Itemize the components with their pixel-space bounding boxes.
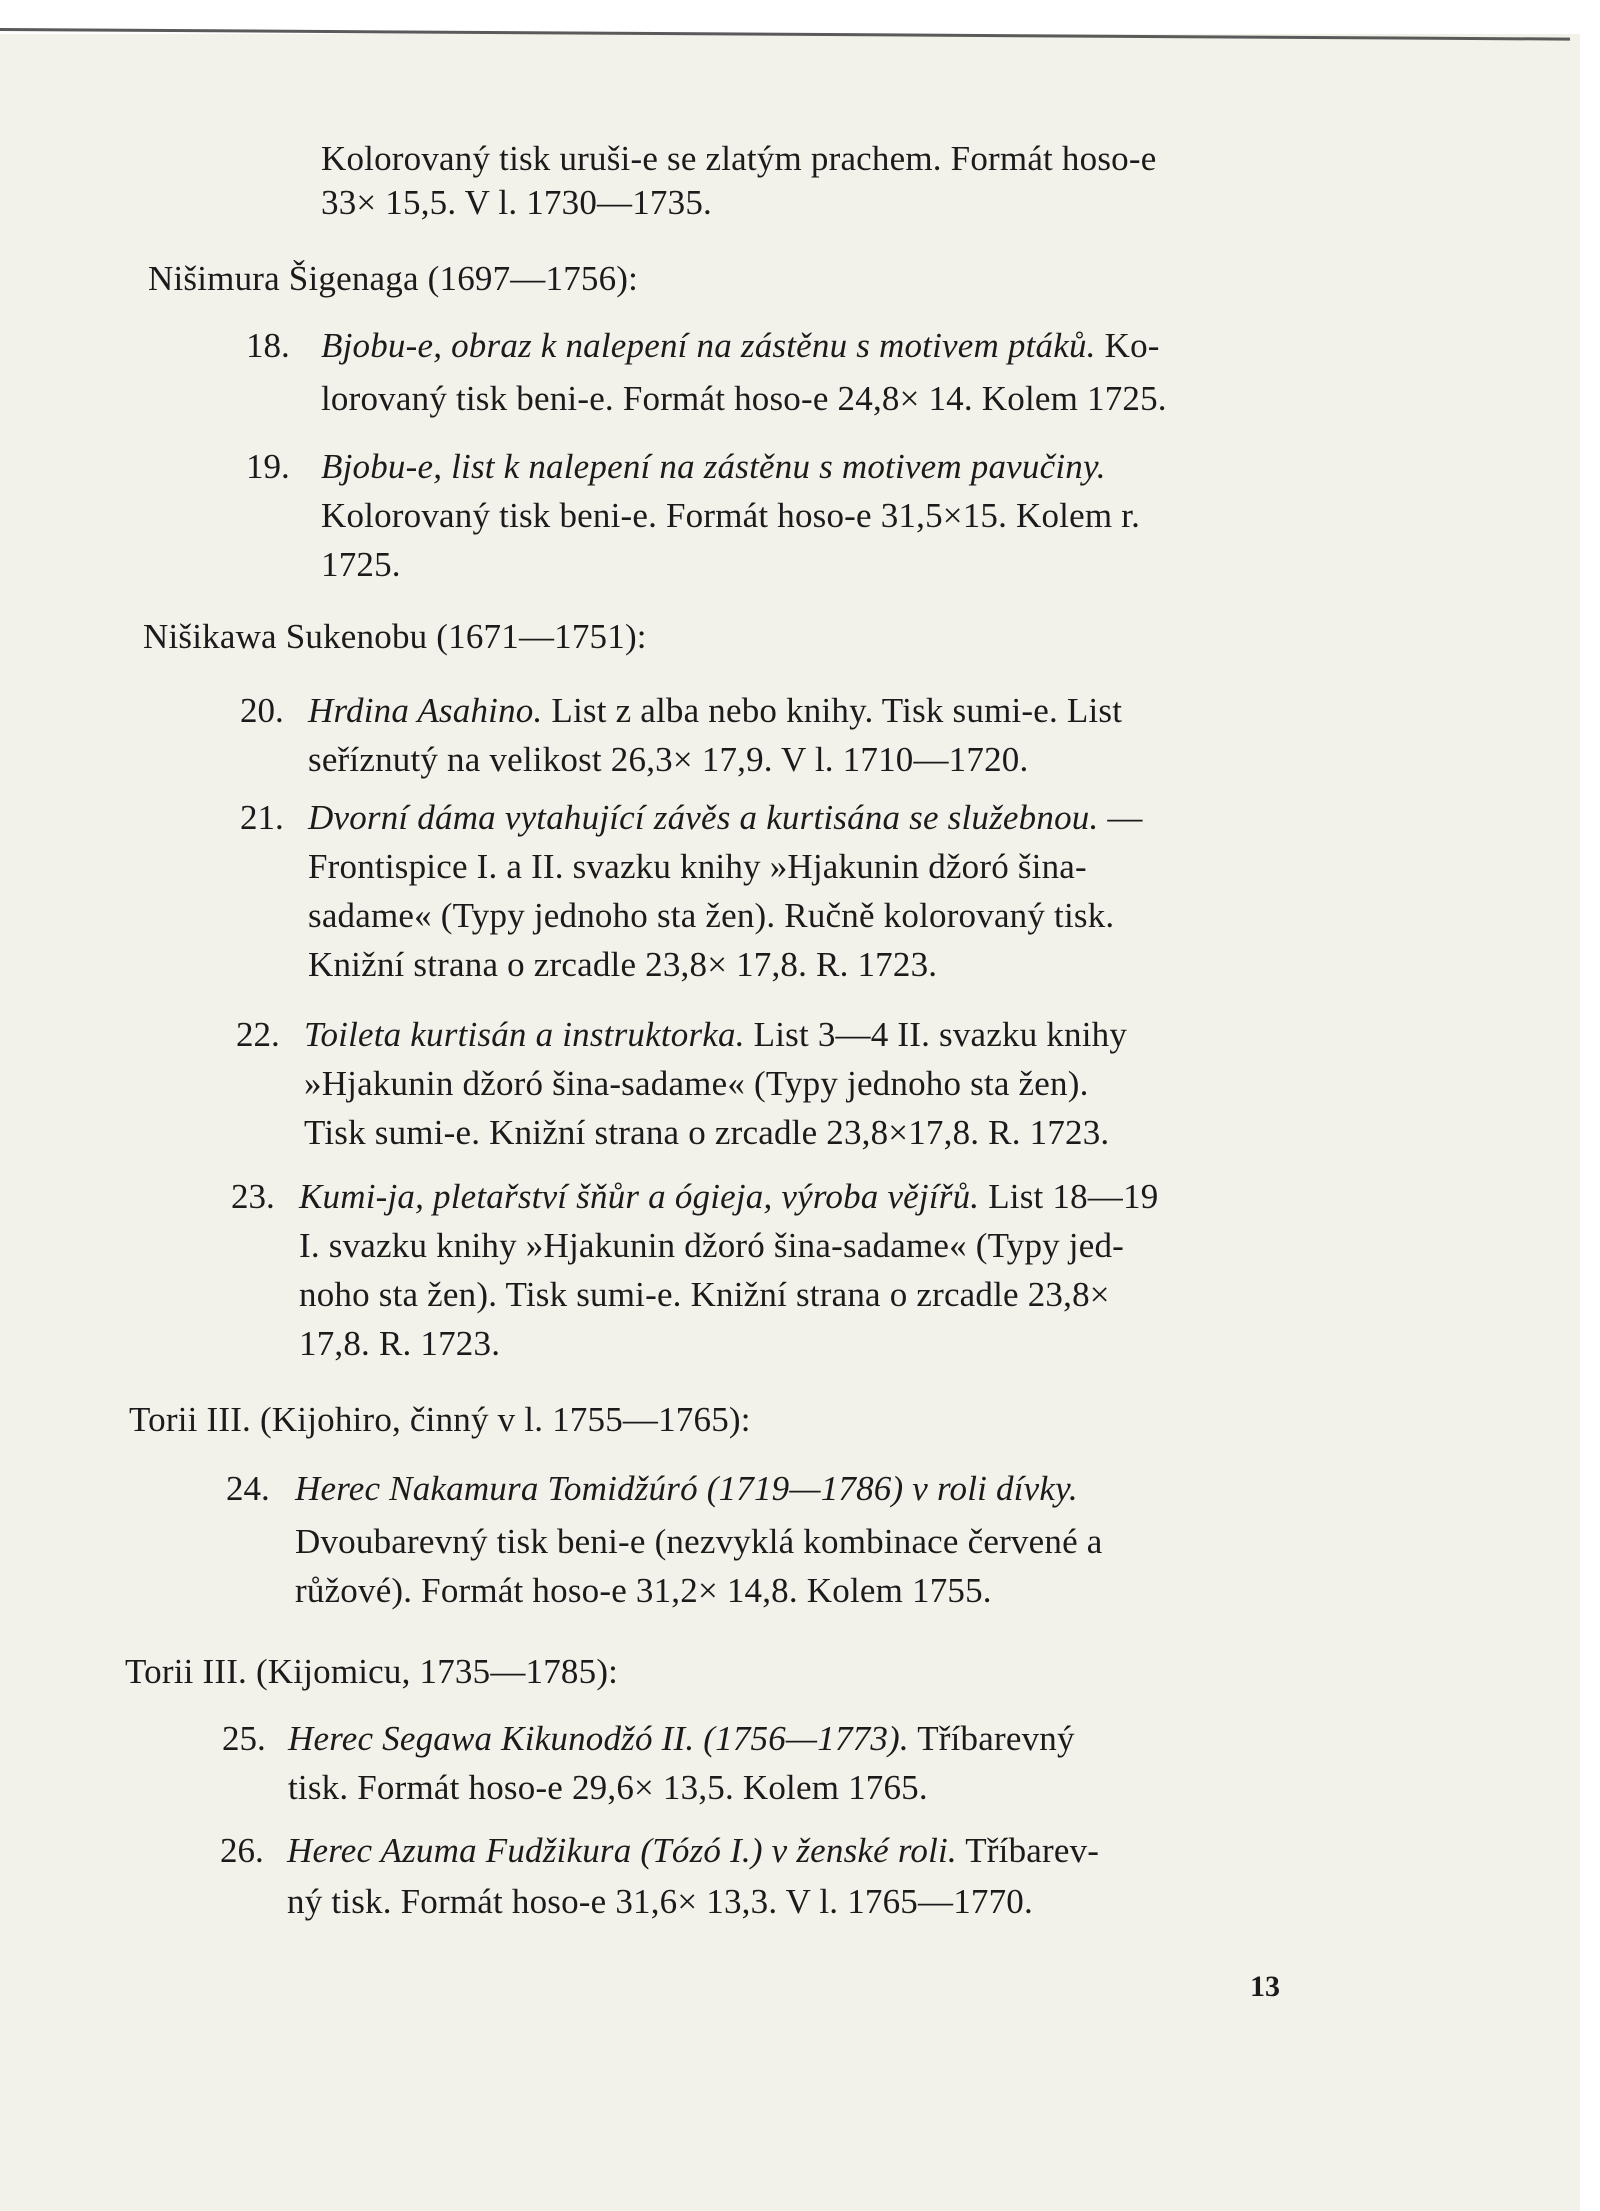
page-number: 13: [1250, 1970, 1280, 2003]
entry-title: Toileta kurtisán a instruktorka.: [304, 1015, 745, 1054]
entry-line: Kolorovaný tisk beni-e. Formát hoso-e 31,5×15. Kolem r.: [321, 496, 1141, 535]
entry-title-tail: Tříbarev-: [965, 1831, 1100, 1870]
entry-title: Herec Azuma Fudžikura (Tózó I.) v ženské roli.: [287, 1831, 957, 1870]
entry-title-line: [308, 796, 1143, 840]
entry-line: ný tisk. Formát hoso-e 31,6× 13,3. V l. 1765—1770.: [287, 1882, 1033, 1921]
entry-title-tail: Ko-: [1104, 326, 1160, 365]
entry-line: »Hjakunin džoró šina-sadame« (Typy jednoho sta žen).: [304, 1064, 1089, 1103]
entry-title-line: [287, 1829, 1099, 1873]
entry-line: I. svazku knihy »Hjakunin džoró šina-sadame« (Typy jed-: [299, 1226, 1125, 1265]
artist-heading: Nišimura Šigenaga (1697—1756):: [148, 259, 639, 298]
artist-heading: Torii III. (Kijomicu, 1735—1785):: [125, 1652, 619, 1691]
entry-title-tail: —: [1107, 798, 1143, 837]
entry-line: noho sta žen). Tisk sumi-e. Knižní strana o zrcadle 23,8×: [299, 1275, 1110, 1314]
entry-title-line: [321, 324, 1160, 368]
entry-title-tail: List 3—4 II. svazku knihy: [753, 1015, 1128, 1054]
page-right-margin: [1580, 0, 1600, 2211]
entry-line: 1725.: [321, 545, 401, 584]
entry-line: Dvoubarevný tisk beni-e (nezvyklá kombinace červené a: [295, 1522, 1103, 1561]
intro-line: 33× 15,5. V l. 1730—1735.: [321, 183, 712, 222]
entry-title: Kumi-ja, pletařství šňůr a ógieja, výroba vějířů.: [299, 1177, 980, 1216]
entry-title: Herec Segawa Kikunodžó II. (1756—1773).: [288, 1719, 909, 1758]
entry-title-tail: List z alba nebo knihy. Tisk sumi-e. List: [551, 691, 1123, 730]
entry-title: Herec Nakamura Tomidžúró (1719—1786) v roli dívky.: [295, 1469, 1078, 1508]
entry-line: sadame« (Typy jednoho sta žen). Ručně kolorovaný tisk.: [308, 896, 1115, 935]
entry-line: tisk. Formát hoso-e 29,6× 13,5. Kolem 1765.: [288, 1768, 928, 1807]
entry-number: 18.: [246, 326, 290, 365]
entry-title: Hrdina Asahino.: [308, 691, 543, 730]
entry-line: Frontispice I. a II. svazku knihy »Hjakunin džoró šina-: [308, 847, 1087, 886]
entry-line: 17,8. R. 1723.: [299, 1324, 501, 1363]
intro-line: Kolorovaný tisk uruši-e se zlatým prachem. Formát hoso-e: [321, 139, 1157, 178]
entry-number: 20.: [240, 691, 284, 730]
entry-title: Bjobu-e, obraz k nalepení na zástěnu s motivem ptáků.: [321, 326, 1096, 365]
entry-title-line: [299, 1175, 1158, 1219]
entry-title: Dvorní dáma vytahující závěs a kurtisána se služebnou.: [308, 798, 1099, 837]
entry-number: 26.: [220, 1831, 264, 1870]
entry-number: 22.: [236, 1015, 280, 1054]
entry-title-line: [288, 1717, 1075, 1761]
artist-heading: Torii III. (Kijohiro, činný v l. 1755—1765):: [129, 1400, 751, 1439]
entry-title-line: [304, 1013, 1127, 1057]
entry-line: lorovaný tisk beni-e. Formát hoso-e 24,8× 14. Kolem 1725.: [321, 379, 1167, 418]
entry-number: 19.: [246, 447, 290, 486]
entry-line: Knižní strana o zrcadle 23,8× 17,8. R. 1723.: [308, 945, 938, 984]
entry-line: seříznutý na velikost 26,3× 17,9. V l. 1710—1720.: [308, 740, 1029, 779]
entry-number: 24.: [226, 1469, 270, 1508]
entry-number: 21.: [240, 798, 284, 837]
artist-heading: Nišikawa Sukenobu (1671—1751):: [143, 617, 647, 656]
entry-title-line: [308, 689, 1122, 733]
entry-title-tail: List 18—19: [988, 1177, 1159, 1216]
entry-title: Bjobu-e, list k nalepení na zástěnu s motivem pavučiny.: [321, 447, 1106, 486]
entry-line: Tisk sumi-e. Knižní strana o zrcadle 23,8×17,8. R. 1723.: [304, 1113, 1110, 1152]
entry-number: 23.: [231, 1177, 275, 1216]
entry-number: 25.: [222, 1719, 266, 1758]
entry-line: růžové). Formát hoso-e 31,2× 14,8. Kolem 1755.: [295, 1571, 992, 1610]
entry-title-tail: Tříbarevný: [917, 1719, 1075, 1758]
